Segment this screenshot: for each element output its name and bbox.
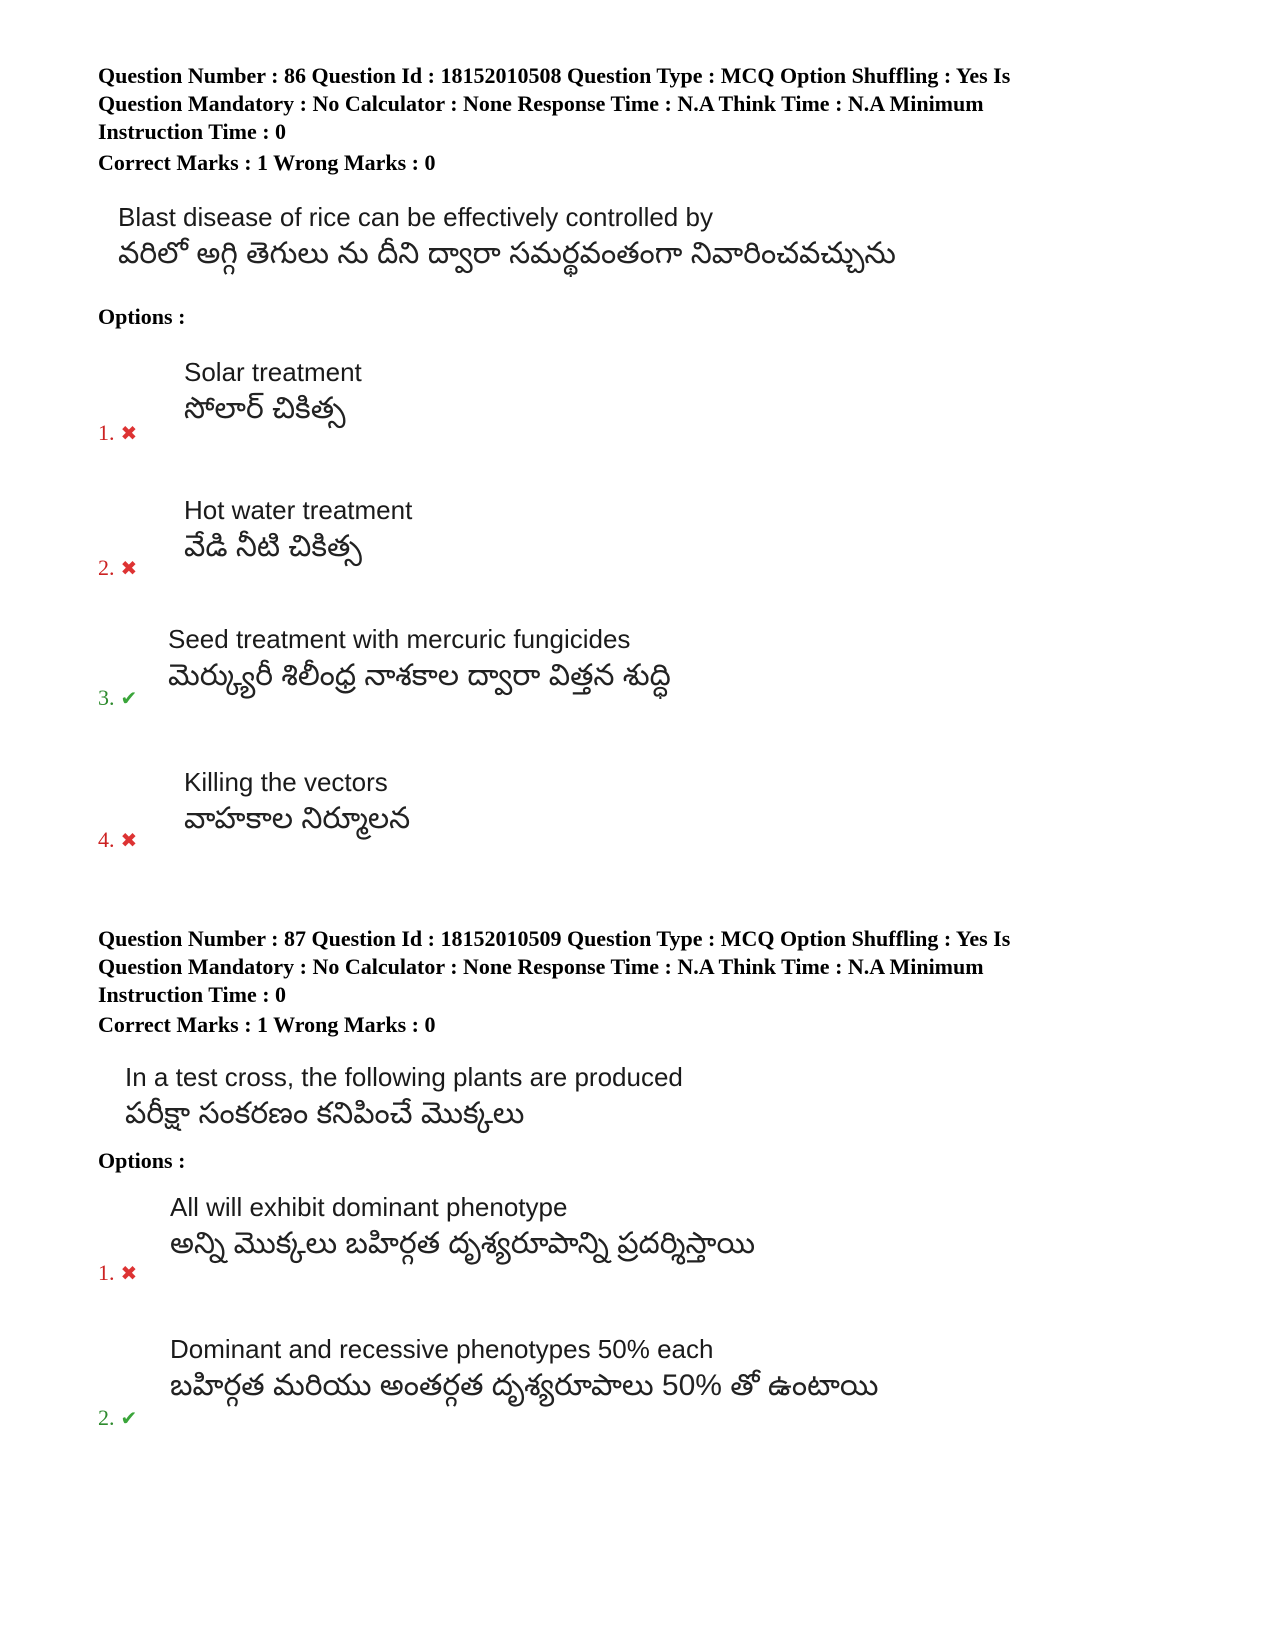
cross-icon: ✖: [120, 830, 138, 852]
marks-line: Correct Marks : 1 Wrong Marks : 0: [98, 1012, 436, 1037]
question-meta: [98, 925, 1198, 1009]
cross-icon: ✖: [120, 423, 138, 445]
cross-icon: ✖: [120, 1263, 138, 1285]
option-text: [170, 1190, 755, 1264]
option-number: [98, 1405, 137, 1432]
option-english: Dominant and recessive phenotypes 50% each: [170, 1334, 714, 1364]
meta-line: Question Mandatory : No Calculator : None Response Time : N.A Think Time : N.A Minimum: [98, 91, 984, 116]
option-index: 3.: [98, 685, 115, 710]
question-english: In a test cross, the following plants are produced: [125, 1062, 683, 1092]
option-index: 2.: [98, 555, 115, 580]
option-number: [98, 685, 137, 712]
checkmark-icon: ✔: [120, 1408, 138, 1430]
option-english: Killing the vectors: [184, 767, 388, 797]
question-telugu: వరిలో అగ్గి తెగులు ను దీని ద్వారా సమర్థవంతంగా నివారించవచ్చును: [118, 237, 896, 270]
option-telugu: వాహకాల నిర్మూలన: [184, 802, 411, 835]
meta-line: Question Number : 86 Question Id : 18152010508 Question Type : MCQ Option Shuffling : Yes Is: [98, 63, 1011, 88]
question-telugu: పరీక్షా సంకరణం కనిపించే మొక్కలు: [125, 1097, 525, 1130]
option-text: [184, 355, 362, 429]
marks-line: Correct Marks : 1 Wrong Marks : 0: [98, 150, 436, 175]
options-label: Options :: [98, 1148, 186, 1173]
option-text: [170, 1332, 878, 1406]
option-telugu: సోలార్ చికిత్స: [184, 392, 346, 425]
checkmark-icon: ✔: [120, 688, 138, 710]
option-index: 2.: [98, 1405, 115, 1430]
option-english: Seed treatment with mercuric fungicides: [168, 624, 631, 654]
option-number: [98, 827, 137, 854]
option-index: 4.: [98, 827, 115, 852]
meta-line: Instruction Time : 0: [98, 119, 287, 144]
option-index: 1.: [98, 420, 115, 445]
meta-line: Question Mandatory : No Calculator : None Response Time : N.A Think Time : N.A Minimum: [98, 954, 984, 979]
option-number: [98, 420, 137, 447]
option-english: Hot water treatment: [184, 495, 413, 525]
question-text: [125, 1060, 683, 1134]
option-english: All will exhibit dominant phenotype: [170, 1192, 568, 1222]
option-index: 1.: [98, 1260, 115, 1285]
option-telugu: వేడి నీటి చికిత్స: [184, 530, 362, 563]
question-english: Blast disease of rice can be effectively controlled by: [118, 202, 713, 232]
option-text: [168, 622, 671, 696]
option-number: [98, 1260, 137, 1287]
option-telugu: అన్ని మొక్కలు బహిర్గత దృశ్యరూపాన్ని ప్రదర్శిస్తాయి: [170, 1227, 756, 1260]
option-number: [98, 555, 137, 582]
meta-line: Instruction Time : 0: [98, 982, 287, 1007]
option-english: Solar treatment: [184, 357, 362, 387]
question-meta: [98, 62, 1198, 146]
option-telugu: మెర్క్యురీ శిలీంధ్ర నాశకాల ద్వారా విత్తన శుద్ధి: [168, 659, 671, 692]
option-text: [184, 493, 412, 567]
option-text: [184, 765, 410, 839]
cross-icon: ✖: [120, 558, 138, 580]
meta-line: Question Number : 87 Question Id : 18152010509 Question Type : MCQ Option Shuffling : Yes Is: [98, 926, 1011, 951]
question-text: [118, 200, 896, 274]
option-telugu: బహిర్గత మరియు అంతర్గత దృశ్యరూపాలు 50% తో ఉంటాయి: [170, 1369, 879, 1402]
options-label: Options :: [98, 304, 186, 329]
